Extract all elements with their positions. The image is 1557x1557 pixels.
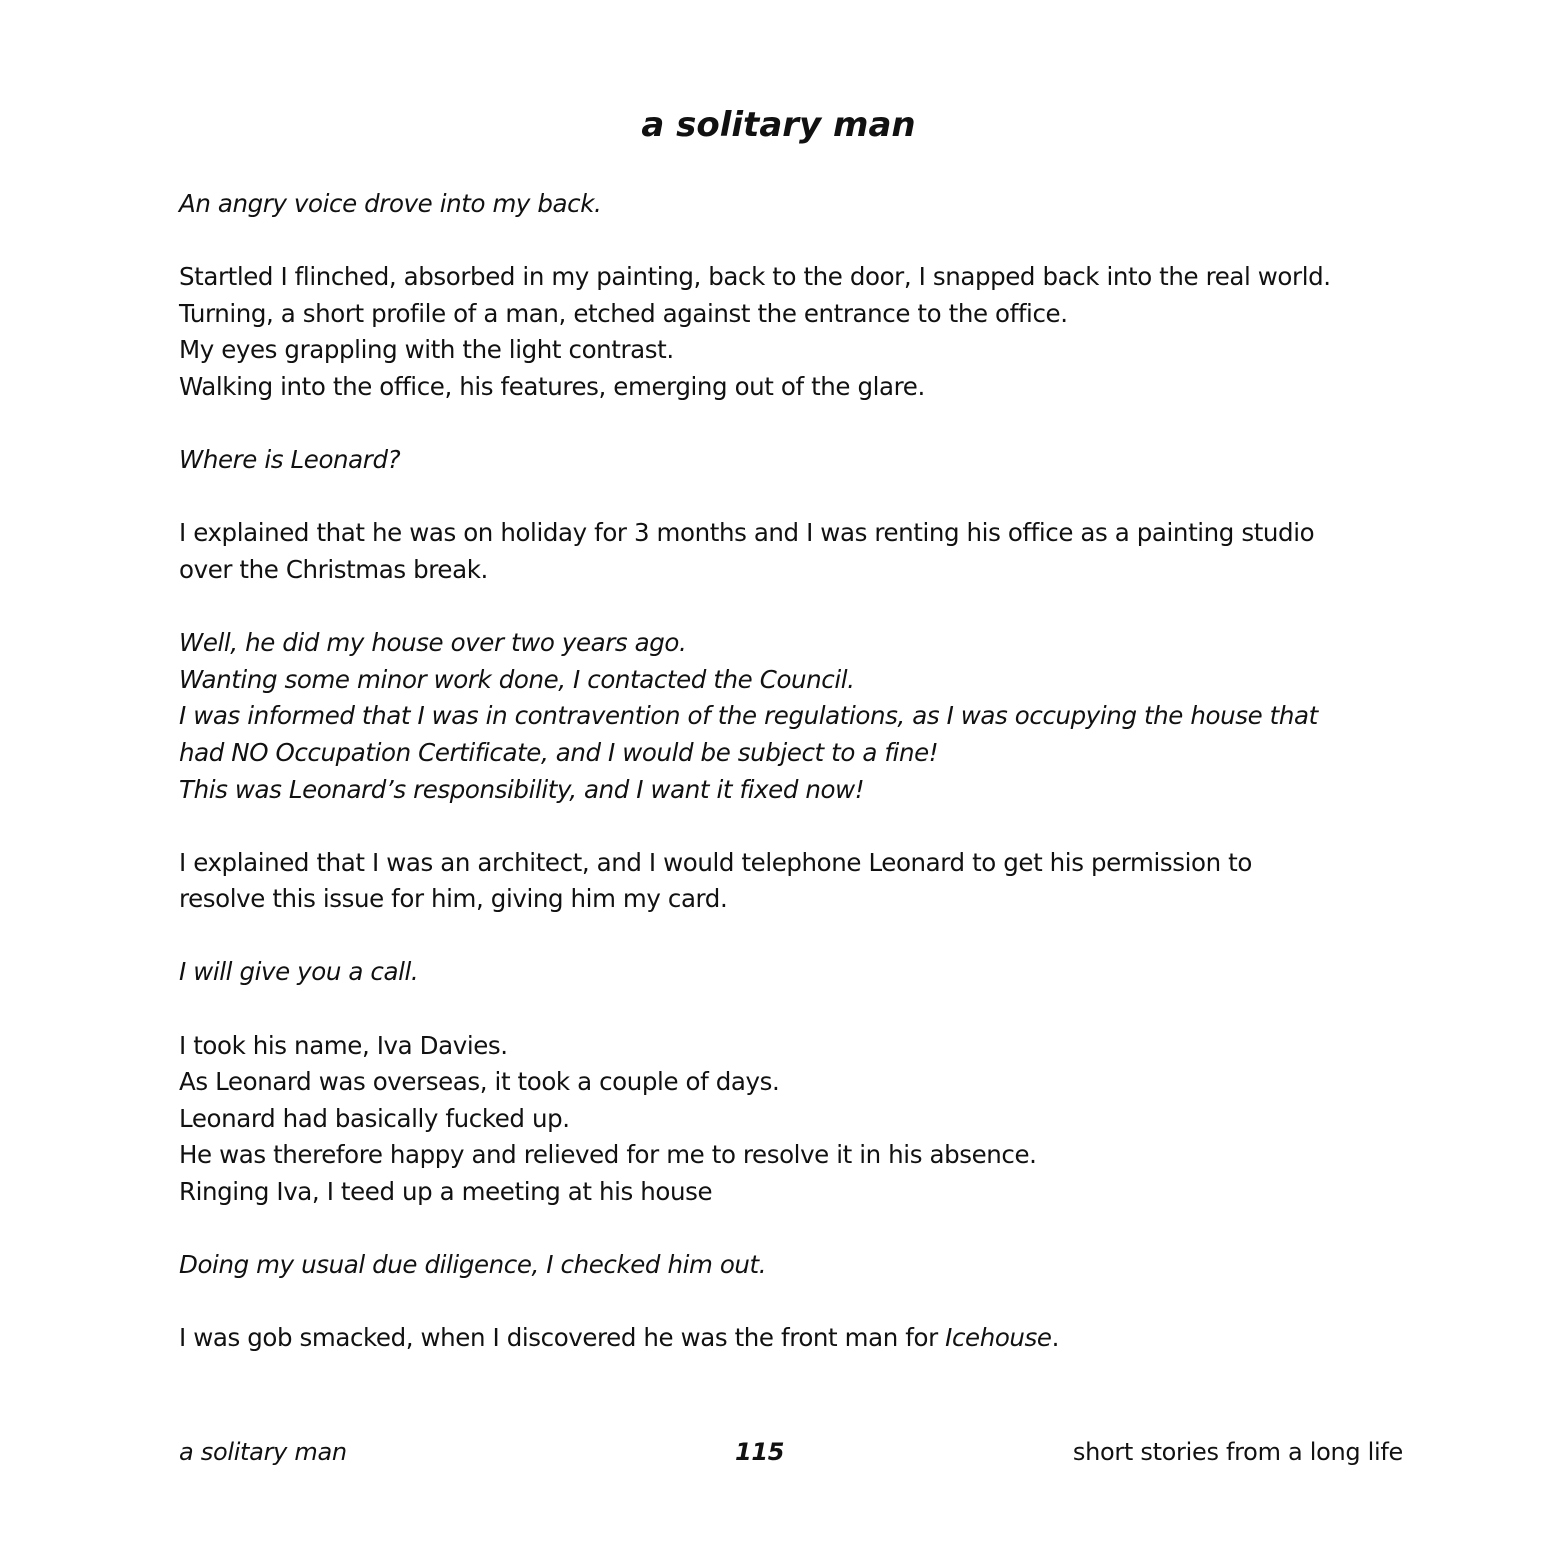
band-name: Icehouse xyxy=(945,1323,1052,1353)
dialogue-paragraph xyxy=(179,954,1409,991)
text-line: As Leonard was overseas, it took a couple of days. xyxy=(179,1067,780,1097)
text-line: Ringing Iva, I teed up a meeting at his house xyxy=(179,1177,713,1207)
text-line: resolve this issue for him, giving him my card. xyxy=(179,884,728,914)
footer-book-title: short stories from a long life xyxy=(1072,1438,1403,1466)
text-line: I explained that I was an architect, and I would telephone Leonard to get his permission to xyxy=(179,847,1252,877)
paragraph-list xyxy=(179,186,1409,1284)
narrative-paragraph xyxy=(179,515,1409,588)
text-line: I explained that he was on holiday for 3 months and I was renting his office as a painting studio xyxy=(179,518,1315,548)
page-number: 115 xyxy=(735,1438,785,1466)
page-title: a solitary man xyxy=(641,105,916,145)
text-line: I took his name, Iva Davies. xyxy=(179,1030,508,1060)
dialogue-paragraph xyxy=(179,625,1409,808)
story-body xyxy=(179,186,1409,1394)
text-line: I will give you a call. xyxy=(179,957,419,987)
final-paragraph xyxy=(179,1320,1409,1357)
narrative-paragraph xyxy=(179,1028,1409,1211)
text-line: Well, he did my house over two years ago. xyxy=(179,628,687,658)
text-line: Leonard had basically fucked up. xyxy=(179,1103,570,1133)
text-line: I was informed that I was in contravention of the regulations, as I was occupying the house that xyxy=(179,701,1318,731)
text-line: Startled I flinched, absorbed in my painting, back to the door, I snapped back into the real world. xyxy=(179,262,1331,292)
footer-chapter-title: a solitary man xyxy=(179,1438,347,1466)
text-line: Turning, a short profile of a man, etched against the entrance to the office. xyxy=(179,298,1068,328)
text-line: Doing my usual due diligence, I checked him out. xyxy=(179,1250,767,1280)
text-line: He was therefore happy and relieved for me to resolve it in his absence. xyxy=(179,1140,1037,1170)
final-paragraph-end: . xyxy=(1051,1323,1059,1353)
text-line: Walking into the office, his features, emerging out of the glare. xyxy=(179,371,925,401)
text-line: This was Leonard’s responsibility, and I want it fixed now! xyxy=(179,774,865,804)
text-line: Wanting some minor work done, I contacted the Council. xyxy=(179,664,855,694)
dialogue-paragraph xyxy=(179,442,1409,479)
text-line: Where is Leonard? xyxy=(179,445,401,475)
text-line: over the Christmas break. xyxy=(179,554,488,584)
dialogue-paragraph xyxy=(179,1247,1409,1284)
text-line: My eyes grappling with the light contrast. xyxy=(179,335,674,365)
dialogue-paragraph xyxy=(179,186,1409,223)
narrative-paragraph xyxy=(179,259,1409,405)
final-paragraph-text: I was gob smacked, when I discovered he was the front man for xyxy=(179,1323,946,1353)
text-line: had NO Occupation Certificate, and I would be subject to a fine! xyxy=(179,737,939,767)
page-footer xyxy=(179,1432,1403,1472)
narrative-paragraph xyxy=(179,845,1409,918)
text-line: An angry voice drove into my back. xyxy=(179,189,602,218)
